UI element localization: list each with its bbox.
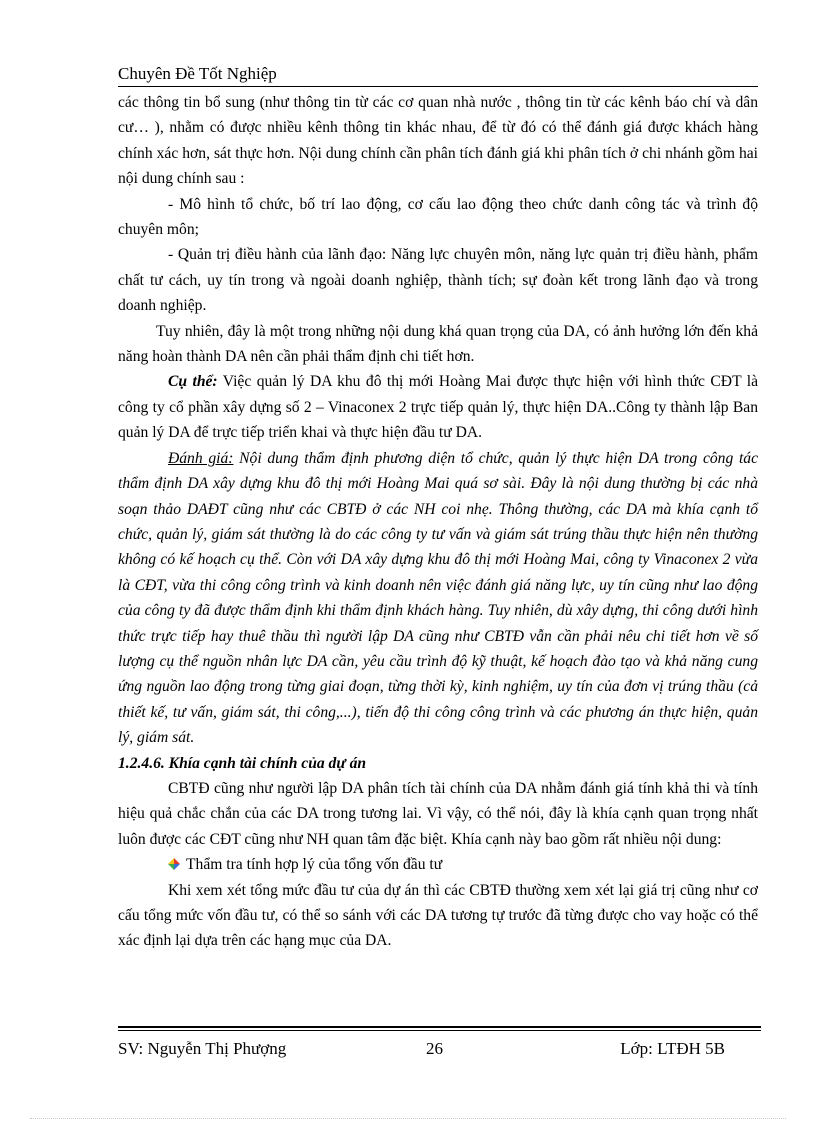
paragraph: - Mô hình tổ chức, bố trí lao động, cơ cấu lao động theo chức danh công tác và trình độ chuyên môn; <box>118 195 758 239</box>
paragraph: CBTĐ cũng như người lập DA phân tích tài chính của DA nhằm đánh giá tính khả thi và tính hiệu quả chắc chắn của các DA trong tương lai. Vì vậy, có thể nói, đây là khía cạnh quan trọng nhất luôn được các CĐT cũng như NH quan tâm đặc biệt. Khía cạnh này bao gồm rất nhiều nội dung: <box>118 779 758 848</box>
bullet-item <box>118 852 758 877</box>
page-edge-divider <box>30 1118 786 1119</box>
paragraph-text: Nội dung thẩm định phương diện tổ chức, quản lý thực hiện DA trong công tác thẩm định DA xây dựng khu đô thị mới Hoàng Mai quá sơ sài. Đây là nội dung thường bị các nhà soạn thảo DAĐT cũng như các CBTĐ ở các NH coi nhẹ. Thông thường, các DA mà khía cạnh tổ chức, quản lý, giám sát thường là do các công ty tư vấn và giám sát trúng thầu thực hiện nên thường không có kế hoạch cụ thể. Còn với DA xây dựng khu đô thị mới Hoàng Mai, công ty Vinaconex 2 vừa là CĐT, vừa thi công công trình và kinh doanh nên việc đánh giá năng lực, uy tín cũng như lao động của công ty đã được thẩm định khi thẩm định khách hàng. Tuy nhiên, dù xây dựng, thi công dưới hình thức trực tiếp hay thuê thầu thì người lập DA cũng như CBTĐ vẫn cần phải nêu chi tiết hơn về số lượng cụ thể nguồn nhân lực DA cần, yêu cầu trình độ kỹ thuật, kế hoạch đào tạo và khả năng cung ứng nguồn lao động trong từng giai đoạn, từng thời kỳ, kinh nghiệm, uy tín của đơn vị trúng thầu (cả thiết kế, tư vấn, giám sát, thi công,...), tiến độ thi công công trình và các phương án thực hiện, quản lý, giám sát. <box>118 449 759 747</box>
document-body <box>118 90 758 954</box>
paragraph <box>118 369 758 445</box>
bullet-text: Thẩm tra tính hợp lý của tổng vốn đầu tư <box>186 856 443 874</box>
class-name: Lớp: LTĐH 5B <box>620 1039 725 1058</box>
page-footer <box>118 1039 761 1065</box>
paragraph: - Quản trị điều hành của lãnh đạo: Năng lực chuyên môn, năng lực quản trị điều hành, phẩm chất tư cách, uy tín trong và ngoài doanh nghiệp, thành tích; sự đoàn kết trong lãnh đạo và trong doanh nghiệp. <box>118 246 758 315</box>
paragraph <box>118 446 758 751</box>
paragraph: các thông tin bổ sung (như thông tin từ các cơ quan nhà nước , thông tin từ các kênh báo chí và dân cư… ), nhằm có được nhiều kênh thông tin khác nhau, để từ đó có thể đánh giá được khách hàng chính xác hơn, sát thực hơn. Nội dung chính cần phân tích đánh giá khi phân tích ở chi nhánh gồm hai nội dung chính sau : <box>118 94 758 188</box>
four-color-diamond-bullet-icon <box>168 858 180 870</box>
page-header <box>118 60 758 87</box>
inline-label: Cụ thể: <box>168 373 218 391</box>
paragraph-text: Việc quản lý DA khu đô thị mới Hoàng Mai được thực hiện với hình thức CĐT là công ty cổ phần xây dựng số 2 – Vinaconex 2 trực tiếp quản lý, thực hiện DA..Công ty thành lập Ban quản lý DA để trực tiếp triển khai và thực hiện đầu tư DA. <box>118 373 758 442</box>
student-name: SV: Nguyễn Thị Phượng <box>118 1039 287 1058</box>
paragraph: Khi xem xét tổng mức đầu tư của dự án thì các CBTĐ thường xem xét lại giá trị cũng như cơ cấu tổng mức vốn đầu tư, có thể so sánh với các DA tương tự trước đã từng được cho vay hoặc có thể xác định lại dựa trên các hạng mục của DA. <box>118 881 758 950</box>
footer-divider <box>118 1026 761 1034</box>
inline-label: Đánh giá: <box>168 449 234 467</box>
section-heading: 1.2.4.6. Khía cạnh tài chính của dự án <box>118 754 367 772</box>
paragraph: Tuy nhiên, đây là một trong những nội dung khá quan trọng của DA, có ảnh hưởng lớn đến khả năng hoàn thành DA nên cần phải thẩm định chi tiết hơn. <box>118 322 758 366</box>
document-title: Chuyên Đề Tốt Nghiệp <box>118 64 277 83</box>
page-number: 26 <box>426 1039 443 1058</box>
